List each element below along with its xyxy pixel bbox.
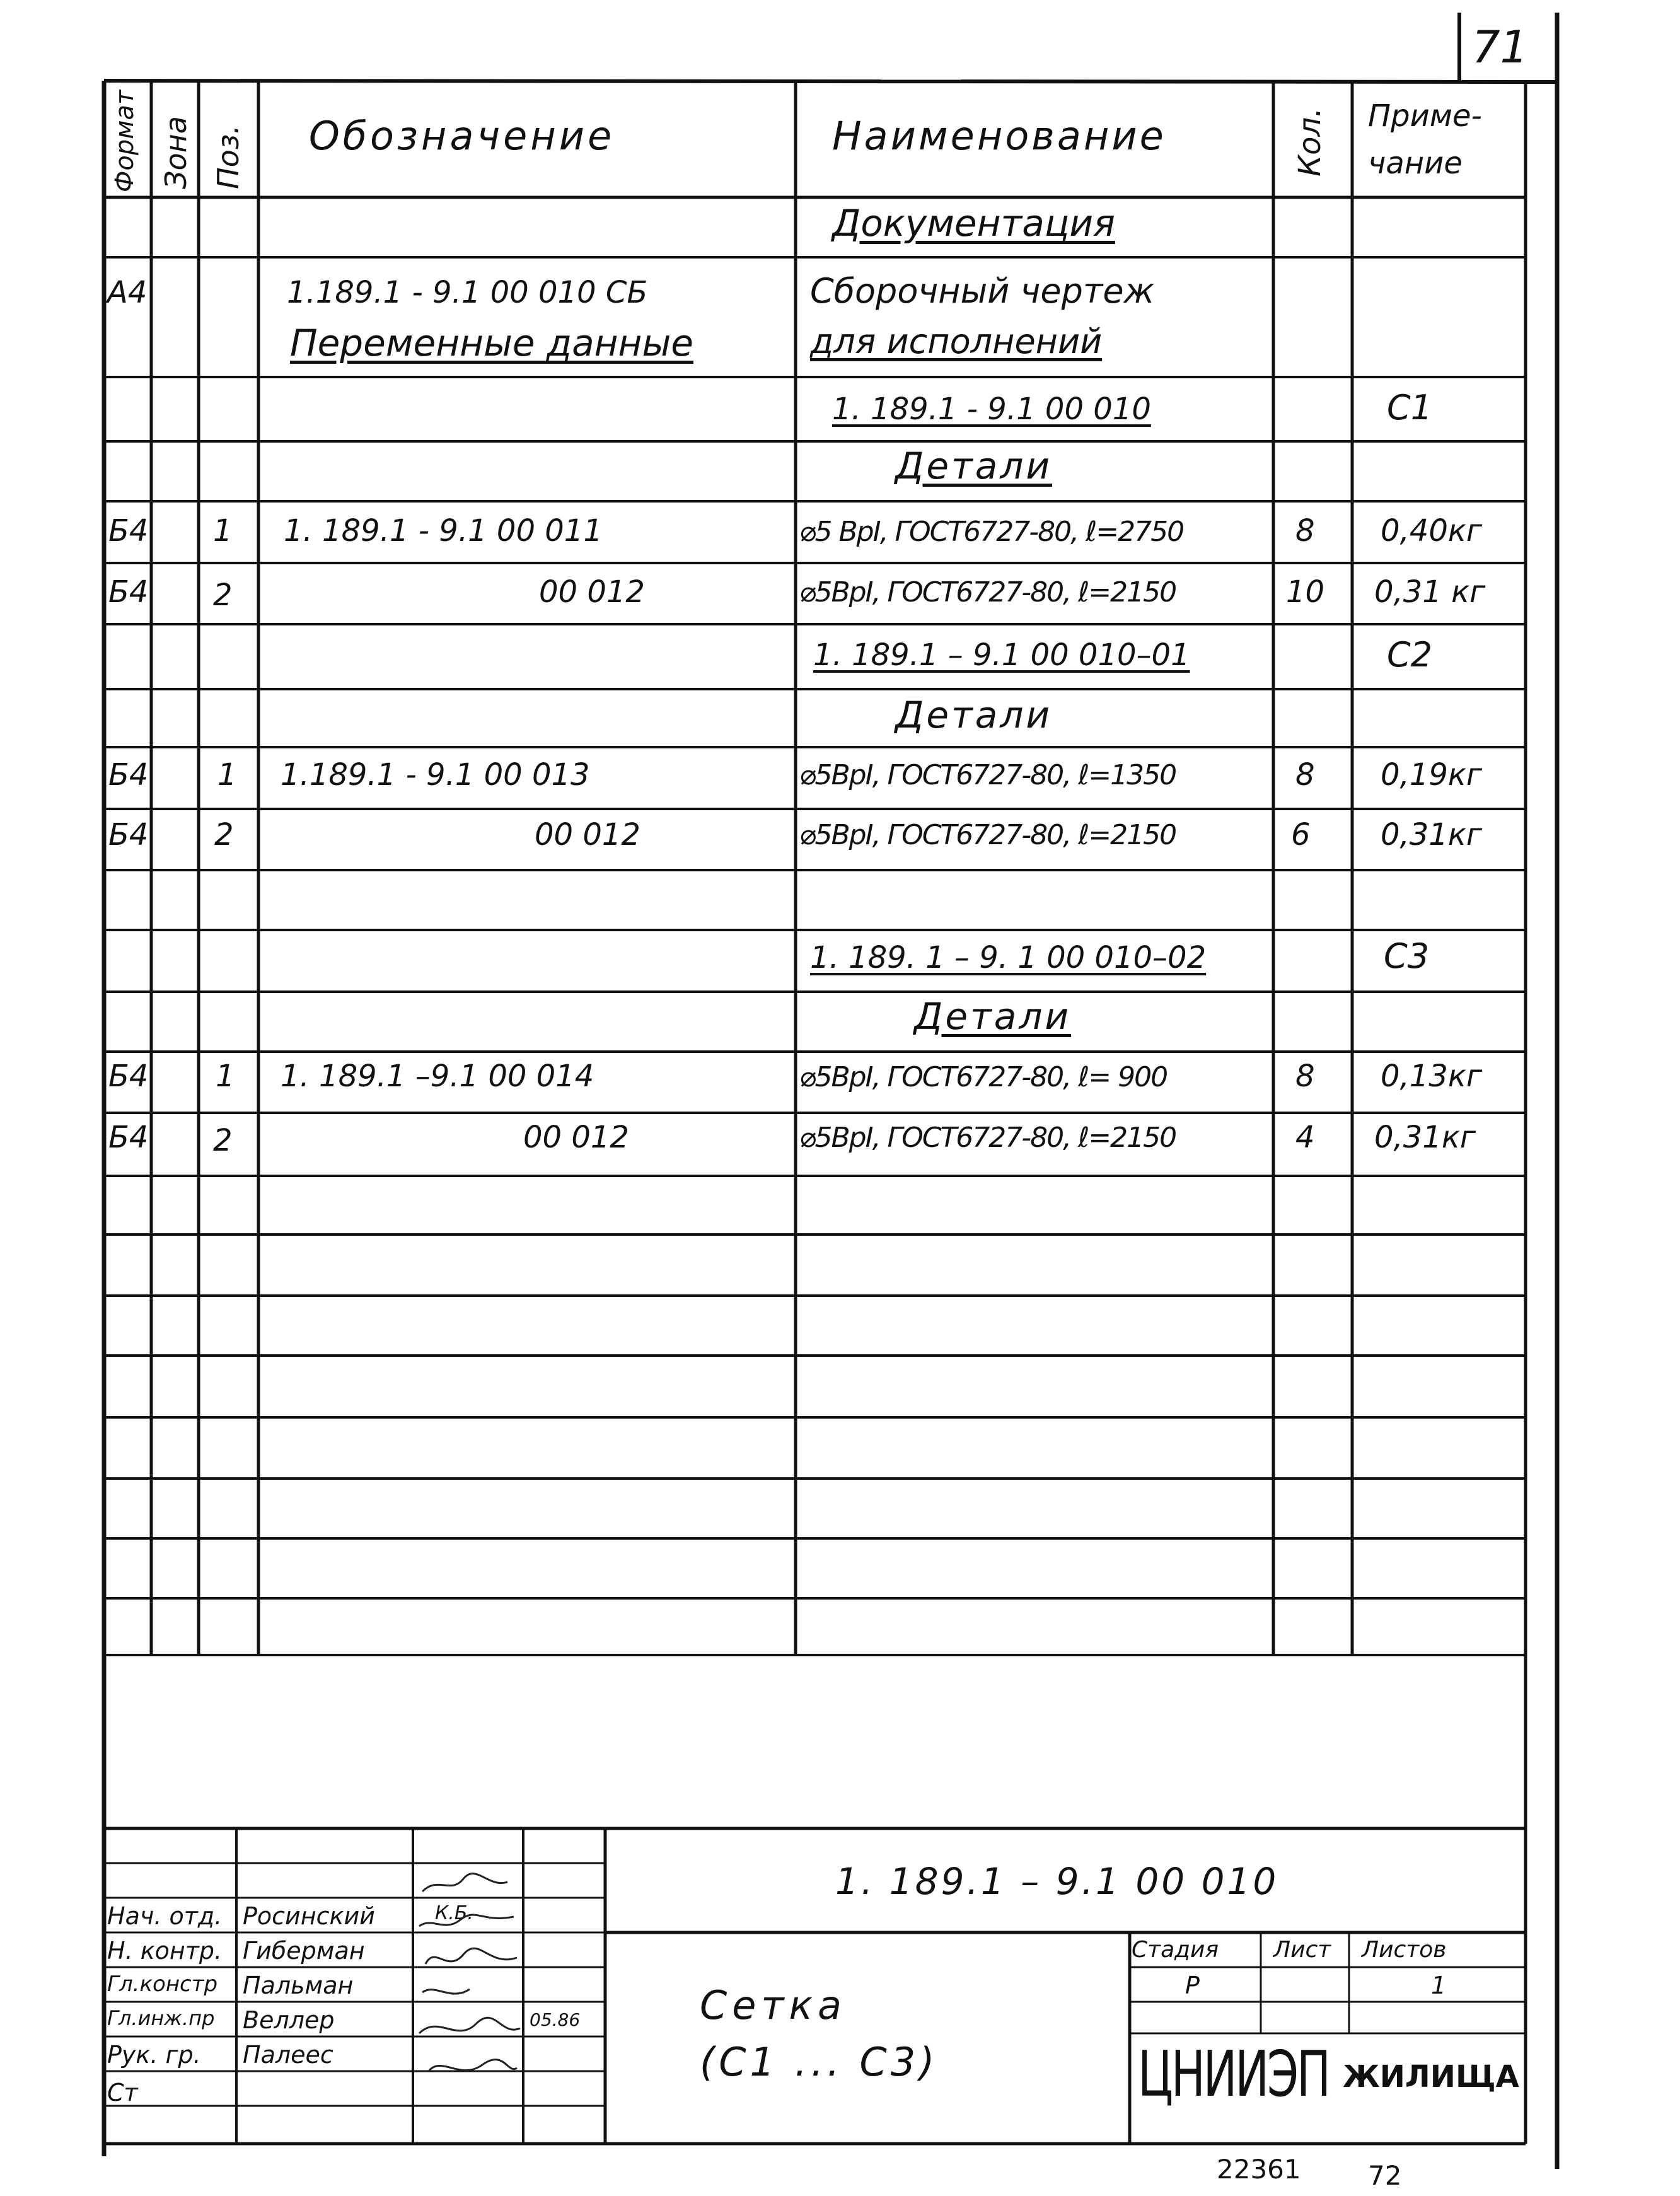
signer-role: Ст	[107, 2079, 138, 2106]
signatures	[413, 1863, 523, 2144]
format-cell: Б4	[108, 1059, 149, 1094]
section-details: Детали	[895, 444, 1053, 487]
org-logo: ЦНИИЭП	[1138, 2037, 1329, 2111]
designation-cell: 00 012	[535, 817, 640, 852]
sheet-label: Лист	[1273, 1937, 1331, 1963]
variant-code: С1	[1387, 388, 1433, 427]
pos-cell: 2	[213, 578, 233, 613]
note-cell: 0,31кг	[1374, 1120, 1476, 1155]
format-cell: Б4	[108, 757, 149, 793]
variant-designation: 1. 189.1 – 9.1 00 010–01	[813, 637, 1190, 673]
qty-cell: 8	[1295, 757, 1315, 793]
signer-name: Пальман	[243, 1972, 354, 1999]
name-cell: Сборочный чертеж	[810, 271, 1155, 311]
pos-cell: 1	[217, 757, 237, 793]
name-cell: ⌀5ВрⅠ, ГОСТ6727-80, ℓ=2150	[799, 576, 1176, 608]
name-cell: ⌀5 ВрⅠ, ГОСТ6727-80, ℓ=2750	[799, 516, 1184, 548]
signer-role: Н. контр.	[107, 1937, 223, 1965]
doc-title: Сетка	[700, 1982, 847, 2028]
designation-cell: 1. 189.1 - 9.1 00 011	[284, 513, 603, 549]
section-details: Детали	[914, 995, 1072, 1038]
pos-cell: 1	[216, 1059, 235, 1094]
signer-role: Гл.констр	[107, 1972, 218, 1997]
signer-role: Нач. отд.	[107, 1902, 223, 1930]
designation-cell: 1.189.1 - 9.1 00 013	[281, 757, 590, 793]
page-number: 71	[1472, 21, 1529, 73]
qty-cell: 8	[1295, 1059, 1315, 1094]
format-cell: Б4	[108, 574, 149, 610]
signer-name: Росинский	[243, 1902, 375, 1930]
signer-date: 05.86	[530, 2009, 581, 2030]
qty-cell: 6	[1291, 817, 1311, 852]
format-cell: Б4	[108, 1120, 149, 1155]
qty-cell: 8	[1295, 513, 1315, 549]
header-name: Наименование	[832, 113, 1166, 159]
note-cell: 0,31 кг	[1374, 574, 1486, 610]
name-cell: ⌀5ВрⅠ, ГОСТ6727-80, ℓ=2150	[799, 1122, 1176, 1154]
note-cell: 0,19кг	[1381, 757, 1483, 793]
variant-code: С2	[1387, 635, 1433, 675]
header-designation: Обозначение	[309, 113, 615, 159]
header-format: Формат	[110, 90, 139, 192]
variable-data-label: Переменные данные	[290, 322, 693, 364]
variant-designation: 1. 189.1 - 9.1 00 010	[832, 392, 1151, 427]
name-cell: ⌀5ВрⅠ, ГОСТ6727-80, ℓ=2150	[799, 819, 1176, 851]
designation-cell: 00 012	[523, 1120, 629, 1155]
header-pos: Поз.	[211, 125, 245, 189]
section-details: Детали	[895, 694, 1053, 736]
name-cell: для исполнений	[810, 322, 1103, 361]
signer-role: Рук. гр.	[107, 2041, 201, 2069]
header-qty: Кол.	[1292, 107, 1328, 177]
designation-cell: 1.189.1 - 9.1 00 010 СБ	[287, 275, 648, 310]
pos-cell: 2	[213, 1123, 233, 1158]
format-cell: Б4	[108, 513, 149, 549]
pos-cell: 1	[213, 513, 233, 549]
format-cell: А4	[107, 275, 148, 310]
footer-page: 72	[1368, 2160, 1402, 2191]
designation-cell: 1. 189.1 –9.1 00 014	[281, 1059, 594, 1094]
doc-title-variants: (С1 ... С3)	[700, 2039, 939, 2085]
note-cell: 0,31кг	[1381, 817, 1483, 852]
signer-name: Веллер	[243, 2006, 335, 2034]
stage-value: Р	[1185, 1972, 1200, 1999]
qty-cell: 4	[1295, 1120, 1315, 1155]
sheets-value: 1	[1431, 1972, 1447, 1999]
signer-sign: К.Б.	[435, 1902, 473, 1924]
header-note-1: Приме-	[1368, 98, 1482, 134]
note-cell: 0,13кг	[1381, 1059, 1483, 1094]
signer-role: Гл.инж.пр	[107, 2006, 215, 2030]
header-zone: Зона	[159, 116, 193, 189]
format-cell: Б4	[108, 817, 149, 852]
signer-name: Гиберман	[243, 1937, 365, 1965]
header-note-2: чание	[1368, 146, 1463, 181]
archive-number: 22361	[1217, 2154, 1301, 2185]
section-documentation: Документация	[832, 202, 1115, 245]
stage-label: Стадия	[1132, 1937, 1219, 1963]
variant-code: С3	[1384, 936, 1430, 976]
sheets-label: Листов	[1362, 1937, 1447, 1963]
name-cell: ⌀5ВрⅠ, ГОСТ6727-80, ℓ= 900	[799, 1061, 1167, 1093]
designation-cell: 00 012	[539, 574, 645, 610]
variant-designation: 1. 189. 1 – 9. 1 00 010–02	[810, 940, 1207, 975]
doc-number: 1. 189.1 – 9.1 00 010	[835, 1860, 1279, 1903]
note-cell: 0,40кг	[1381, 513, 1483, 549]
org-name: ЖИЛИЩА	[1343, 2059, 1519, 2094]
signer-name: Палеес	[243, 2041, 333, 2069]
qty-cell: 10	[1286, 574, 1325, 610]
pos-cell: 2	[214, 817, 234, 852]
name-cell: ⌀5ВрⅠ, ГОСТ6727-80, ℓ=1350	[799, 759, 1176, 791]
